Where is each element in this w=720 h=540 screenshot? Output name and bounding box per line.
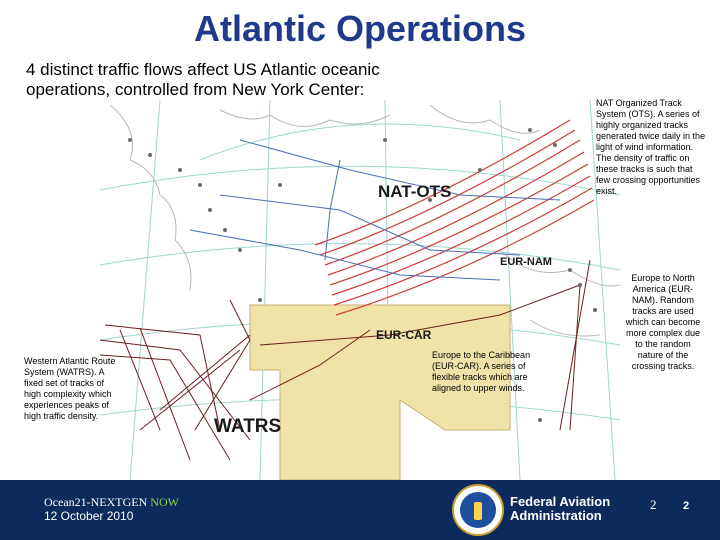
presentation-date: 12 October 2010 [44,509,134,523]
program-label: Ocean21-NEXTGEN [44,495,151,509]
note-watrs: Western Atlantic Route System (WATRS). A fixed set of tracks of high complexity which experiences peaks of high traffic density. [24,356,116,421]
note-eur-nam: Europe to North America (EUR-NAM). Random tracks are used which can become more complex due to the random nature of the crossing tracks. [625,273,701,371]
agency-line1: Federal Aviation [510,494,611,509]
faa-seal-icon [452,484,504,536]
label-eur-nam: EUR-NAM [500,256,552,268]
slide-title: Atlantic Operations [193,8,527,49]
program-name [44,495,179,510]
agency-name [510,495,610,523]
seal-inner [460,492,496,528]
program-now: NOW [150,495,179,509]
label-eur-car: EUR-CAR [376,328,432,342]
label-nat-ots: NAT-OTS [378,182,452,201]
coastline [110,105,620,336]
slide-number: 2 [683,500,690,512]
agency-line2: Administration [510,508,602,523]
page-number: 2 [650,497,657,512]
seal-mark [474,502,482,520]
label-watrs: WATRS [214,416,282,437]
atlantic-route-map [100,100,620,480]
note-nat-ots: NAT Organized Track System (OTS). A series of highly organized tracks generated twice daily in the light of wind information. The density of traffic on these tracks is such that few crossing opportunities exist. [596,98,706,196]
note-eur-car: Europe to the Caribbean (EUR-CAR). A series of flexible tracks which are aligned to upper winds. [432,350,531,393]
slide-subtitle: 4 distinct traffic flows affect US Atlantic oceanic operations, controlled from New York Center: [26,60,380,99]
